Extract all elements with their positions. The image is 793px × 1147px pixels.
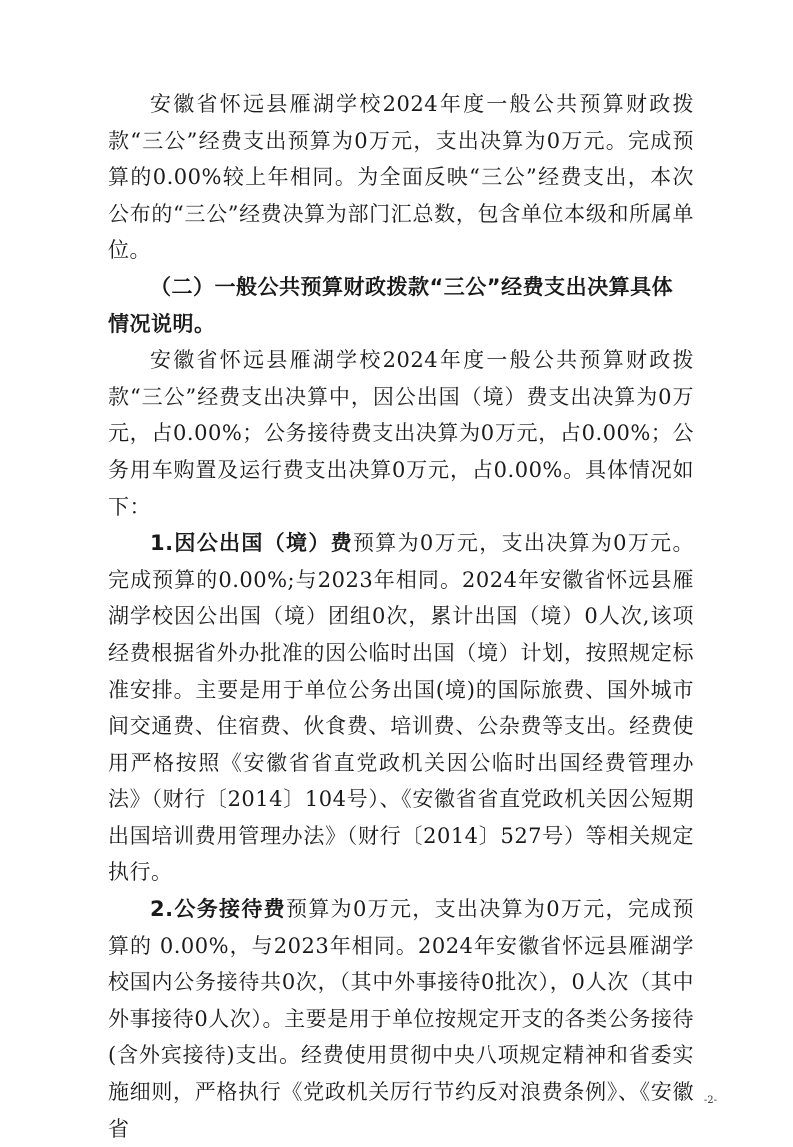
item-text-official-reception: 预算为0万元，支出决算为0万元，完成预算的 0.00%，与2023年相同。2024年安徽省怀远县雁湖学校国内公务接待共0次，（其中外事接待0批次），0人次（其中外事接待0人次）。主要是用于单位按规定开支的各类公务接待(含外宾接待)支出。经费使用贯彻中央八项规定精神和省委实施细则，严格执行《党政机关厉行节约反对浪费条例》、《安徽省: [108, 897, 694, 1141]
item-text-overseas-travel: 预算为0万元，支出决算为0万元。完成预算的0.00%;与2023年相同。2024年安徽省怀远县雁湖学校因公出国（境）团组0次，累计出国（境）0人次,该项经费根据省外办批准的因公临时出国（境）计划，按照规定标准安排。主要是用于单位公务出国(境)的国际旅费、国外城市间交通费、住宿费、伙食费、培训费、公杂费等支出。经费使用严格按照《安徽省省直党政机关因公临时出国经费管理办法》（财行〔2014〕104号）、《安徽省省直党政机关因公短期出国培训费用管理办法》（财行〔2014〕527号）等相关规定执行。: [108, 531, 694, 885]
paragraph-overseas-travel: [108, 525, 694, 891]
item-lead-official-reception: 2.公务接待费: [150, 897, 287, 922]
section-heading: （二）一般公共预算财政拨款“三公”经费支出决算具体情况说明。: [108, 274, 674, 336]
paragraph-expenditure-overview: 安徽省怀远县雁湖学校2024年度一般公共预算财政拨款“三公”经费支出决算中，因公出国（境）费支出决算为0万元，占0.00%；公务接待费支出决算为0万元，占0.00%；公务用车购置及运行费支出决算0万元，占0.00%。具体情况如下：: [108, 348, 694, 519]
document-body: [108, 86, 694, 1147]
paragraph-budget-summary: 安徽省怀远县雁湖学校2024年度一般公共预算财政拨款“三公”经费支出预算为0万元，支出决算为0万元。完成预算的0.00%较上年相同。为全面反映“三公”经费支出，本次公布的“三公”经费决算为部门汇总数，包含单位本级和所属单位。: [108, 92, 694, 263]
item-lead-overseas-travel: 1.因公出国（境）费: [150, 531, 353, 556]
paragraph-official-reception: [108, 891, 694, 1147]
page-number: -2-: [703, 1095, 717, 1106]
